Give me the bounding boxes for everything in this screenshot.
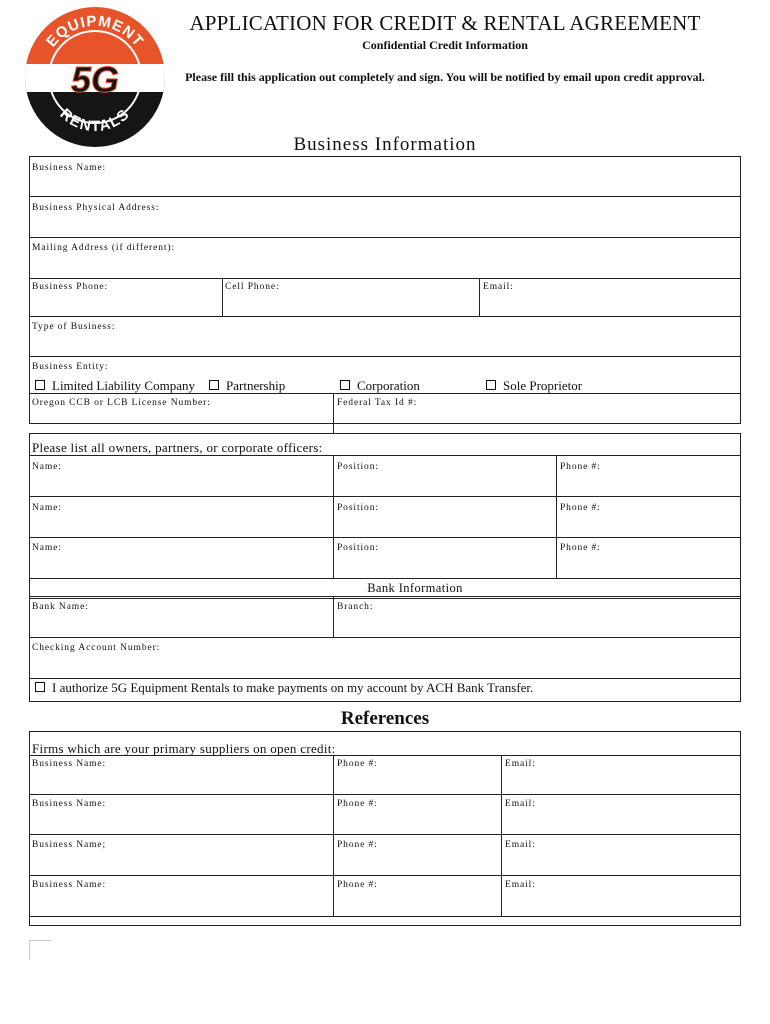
owners-heading: Please list all owners, partners, or corporate officers: [32, 440, 323, 455]
references-intro: Firms which are your primary suppliers on open credit: [32, 741, 336, 756]
checking-account-field[interactable]: Checking Account Number: [32, 643, 161, 653]
owner-3-name-field[interactable]: Name: [32, 543, 62, 553]
reference-2-name-field[interactable]: Business Name: [32, 799, 107, 809]
owner-2-phone-field[interactable]: Phone #: [560, 503, 601, 513]
reference-1-name-field[interactable]: Business Name: [32, 759, 107, 769]
entity-partnership-checkbox[interactable]: Partnership [209, 378, 285, 394]
business-phone-field[interactable]: Business Phone: [32, 282, 109, 292]
business-type-field[interactable]: Type of Business: [32, 322, 116, 332]
reference-3-email-field[interactable]: Email: [505, 840, 536, 850]
business-entity-label: Business Entity: [32, 362, 109, 372]
owner-3-position-field[interactable]: Position: [337, 543, 379, 553]
owner-1-name-field[interactable]: Name: [32, 462, 62, 472]
checkbox-icon [35, 380, 45, 390]
owner-3-phone-field[interactable]: Phone #: [560, 543, 601, 553]
business-info-heading: Business Information [293, 134, 477, 155]
page-corner-mark [29, 940, 51, 941]
page-title: APPLICATION FOR CREDIT & RENTAL AGREEMENT [189, 11, 701, 35]
reference-4-name-field[interactable]: Business Name: [32, 880, 107, 890]
physical-address-field[interactable]: Business Physical Address: [32, 203, 160, 213]
company-logo [24, 6, 166, 148]
reference-1-email-field[interactable]: Email: [505, 759, 536, 769]
owner-1-position-field[interactable]: Position: [337, 462, 379, 472]
reference-4-phone-field[interactable]: Phone #: [337, 880, 378, 890]
owner-1-phone-field[interactable]: Phone #: [560, 462, 601, 472]
owner-2-name-field[interactable]: Name: [32, 503, 62, 513]
bank-name-field[interactable]: Bank Name: [32, 602, 89, 612]
reference-2-email-field[interactable]: Email: [505, 799, 536, 809]
references-frame [29, 731, 741, 926]
reference-3-name-field[interactable]: Business Name; [32, 840, 107, 850]
entity-llc-checkbox[interactable]: Limited Liability Company [35, 378, 195, 394]
owners-frame [29, 433, 741, 599]
business-name-field[interactable]: Business Name: [32, 163, 107, 173]
mailing-address-field[interactable]: Mailing Address (if different): [32, 243, 176, 253]
license-number-field[interactable]: Oregon CCB or LCB License Number: [32, 398, 211, 408]
instructions-text: Please fill this application out completely and sign. You will be notified by email upon credit approval. [185, 70, 705, 84]
page-corner-mark [29, 940, 30, 960]
cell-phone-field[interactable]: Cell Phone: [225, 282, 280, 292]
reference-4-email-field[interactable]: Email: [505, 880, 536, 890]
page-subtitle: Confidential Credit Information [362, 38, 528, 52]
owner-2-position-field[interactable]: Position: [337, 503, 379, 513]
checkbox-icon [486, 380, 496, 390]
logo-text-top: EQUIPMENT [43, 12, 148, 51]
logo-text-bottom: RENTALS [56, 105, 134, 136]
reference-2-phone-field[interactable]: Phone #: [337, 799, 378, 809]
email-field[interactable]: Email: [483, 282, 514, 292]
branch-field[interactable]: Branch: [337, 602, 374, 612]
bank-info-heading: Bank Information [367, 581, 463, 595]
ach-authorize-checkbox[interactable]: I authorize 5G Equipment Rentals to make payments on my account by ACH Bank Transfer. [35, 680, 533, 696]
entity-corporation-checkbox[interactable]: Corporation [340, 378, 420, 394]
entity-sole-proprietor-checkbox[interactable]: Sole Proprietor [486, 378, 582, 394]
checkbox-icon [209, 380, 219, 390]
logo-text-mid: 5G [70, 59, 120, 100]
reference-1-phone-field[interactable]: Phone #: [337, 759, 378, 769]
references-heading: References [340, 708, 430, 729]
reference-3-phone-field[interactable]: Phone #: [337, 840, 378, 850]
checkbox-icon [35, 682, 45, 692]
federal-tax-id-field[interactable]: Federal Tax Id #: [337, 398, 418, 408]
checkbox-icon [340, 380, 350, 390]
